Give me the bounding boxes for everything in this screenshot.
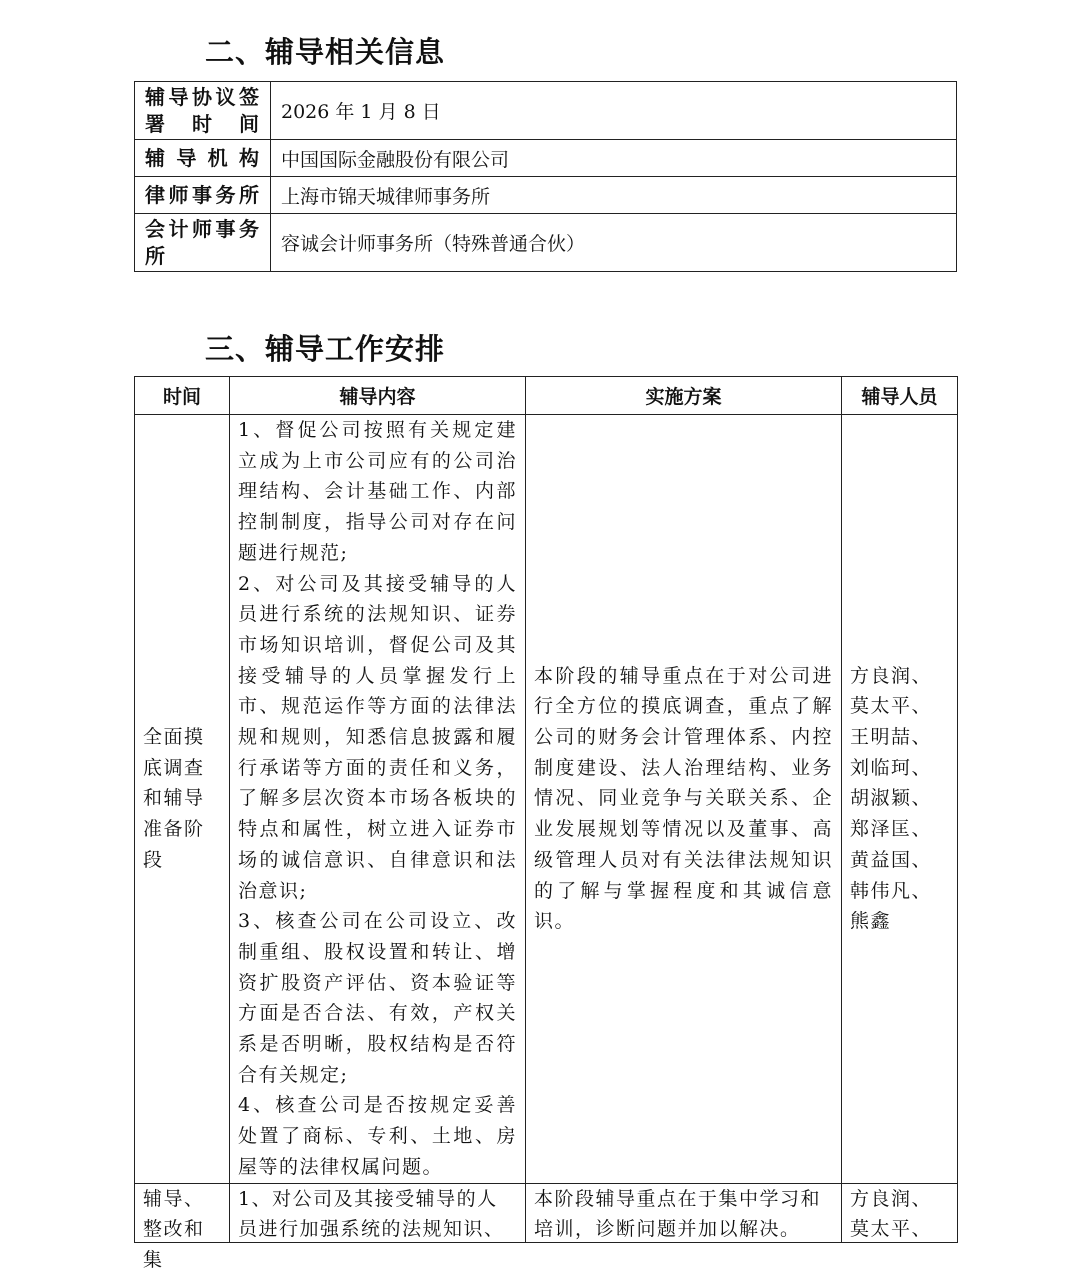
guidance-institution-label: 辅导机构 (135, 140, 271, 177)
signing-date-value: 2026 年 1 月 8 日 (271, 82, 957, 140)
stage-plan-cell (526, 1183, 842, 1242)
law-firm-value: 上海市锦天城律师事务所 (271, 177, 957, 214)
signing-date-label: 辅导协议签署时间 (135, 82, 271, 140)
header-plan: 实施方案 (526, 377, 842, 415)
section-heading-work-schedule: 三、辅导工作安排 (205, 332, 446, 366)
stage-staff-text: 方良润、 莫太平、 (850, 1187, 933, 1241)
law-firm-label: 律师事务所 (135, 177, 271, 214)
stage-content-cell (230, 1183, 526, 1242)
table-header-row (135, 377, 958, 415)
stage-staff-cell (842, 1183, 958, 1242)
stage-plan-cell: 本阶段的辅导重点在于对公司进行全方位的摸底调查，重点了解公司的财务会计管理体系、内控制度建设、法人治理结构、业务情况、同业竞争与关联关系、企业发展规划等情况以及董事、高级管理人员对有关法律法规知识的了解与掌握程度和其诚信意识。 (526, 415, 842, 1184)
table-row (135, 1183, 958, 1242)
table-row (135, 415, 958, 1184)
table-row (135, 177, 957, 214)
accounting-firm-label: 会计师事务所 (135, 214, 271, 272)
work-schedule-table (134, 376, 958, 1271)
stage-time-cell (135, 1183, 230, 1271)
stage-content-cell: 1、督促公司按照有关规定建立成为上市公司应有的公司治理结构、会计基础工作、内部控制制度，指导公司对存在问题进行规范; 2、对公司及其接受辅导的人员进行系统的法规知识、证券市场知识培训，督促公司及其接受辅导的人员掌握发行上市、规范运作等方面的法律法规和规则，知悉信息披露和履行承诺等方面的责任和义务，了解多层次资本市场各板块的特点和属性，树立进入证券市场的诚信意识、自律意识和法治意识; 3、核查公司在公司设立、改制重组、股权设置和转让、增资扩股资产评估、资本验证等方面是否合法、有效，产权关系是否明晰，股权结构是否符合有关规定; 4、核查公司是否按规定妥善处置了商标、专利、土地、房屋等的法律权属问题。 (230, 415, 526, 1184)
accounting-firm-value: 容诚会计师事务所（特殊普通合伙） (271, 214, 957, 272)
stage-plan-text: 本阶段辅导重点在于集中学习和培训，诊断问题并加以解决。 (534, 1187, 822, 1241)
stage-staff-cell: 方良润、 莫太平、 王明喆、 刘临珂、 胡淑颖、 郑泽匡、 黄益国、 韩伟凡、 熊鑫 (842, 415, 958, 1184)
header-time: 时间 (135, 377, 230, 415)
stage-content-text: 1、对公司及其接受辅导的人员进行加强系统的法规知识、 (238, 1187, 505, 1241)
stage-time-text: 辅导、整改和集 (143, 1187, 205, 1271)
header-staff: 辅导人员 (842, 377, 958, 415)
table-row (135, 82, 957, 140)
table-row (135, 214, 957, 272)
section-heading-guidance-info: 二、辅导相关信息 (205, 35, 446, 69)
stage-time-cell: 全面摸底调查和辅导准备阶段 (135, 415, 230, 1184)
guidance-institution-value: 中国国际金融股份有限公司 (271, 140, 957, 177)
guidance-info-table (134, 81, 957, 272)
table-row (135, 140, 957, 177)
header-content: 辅导内容 (230, 377, 526, 415)
